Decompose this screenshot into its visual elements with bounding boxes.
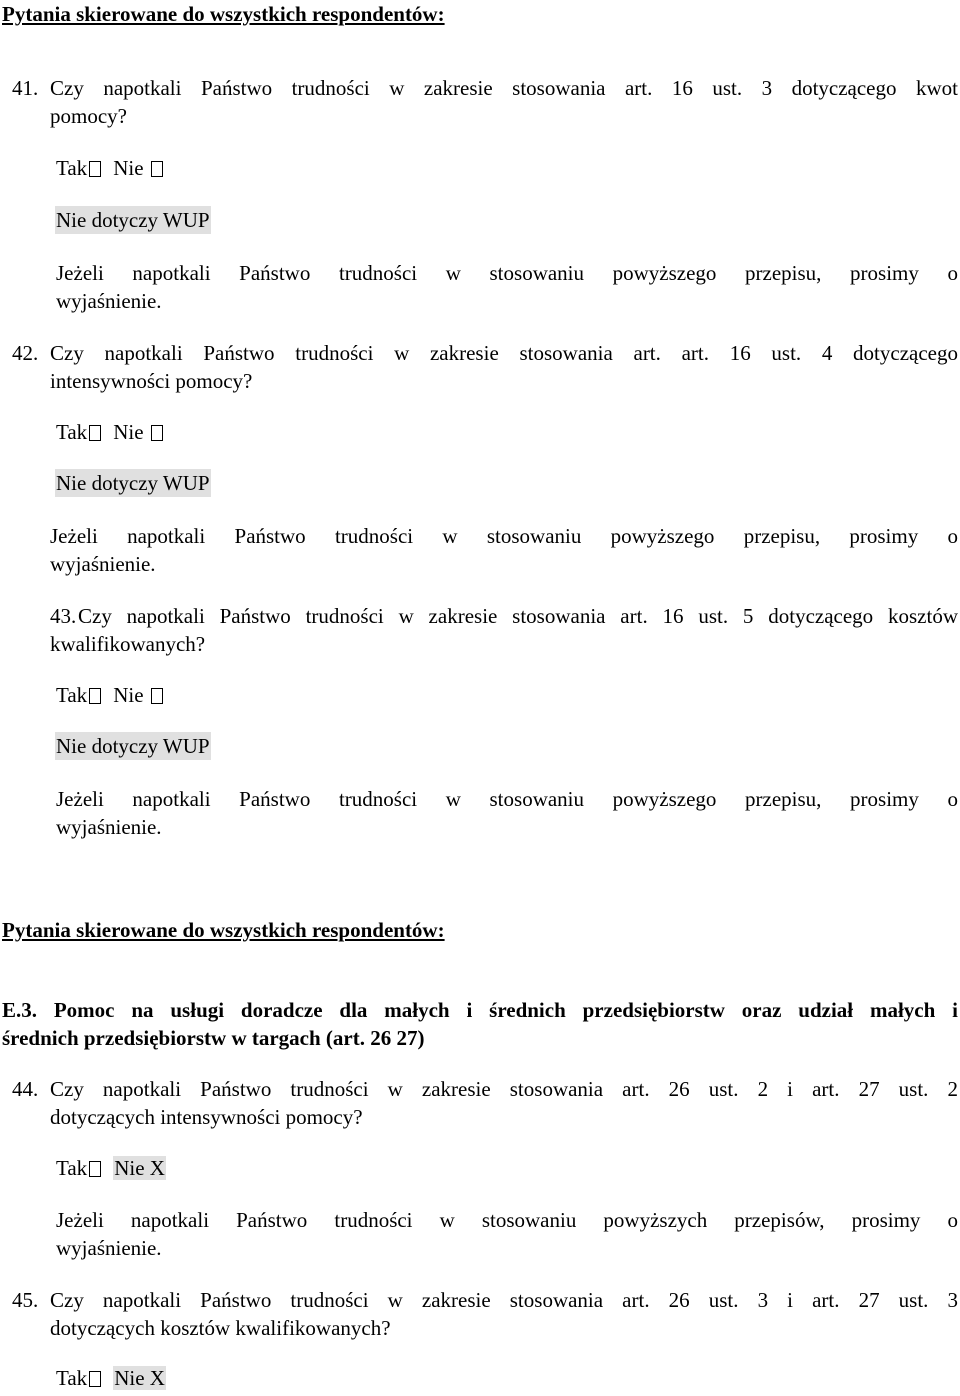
checkbox-nie-43[interactable] xyxy=(151,688,163,704)
explain-43-line2: wyjaśnienie. xyxy=(56,815,162,839)
section-heading: Pytania skierowane do wszystkich respondentów: xyxy=(2,2,445,26)
checkbox-nie-41[interactable] xyxy=(151,161,163,177)
option-tak-label: Tak xyxy=(56,1156,88,1180)
answer-options-41 xyxy=(56,154,165,182)
option-not-applicable-42[interactable]: Nie dotyczy WUP xyxy=(56,471,210,495)
question-42-text-line2: intensywności pomocy? xyxy=(50,369,253,393)
option-tak-label: Tak xyxy=(56,156,88,180)
question-number-42: 42. xyxy=(12,341,39,365)
option-nie-label: Nie xyxy=(113,420,144,444)
section-heading-2: Pytania skierowane do wszystkich respondentów: xyxy=(2,918,445,942)
option-tak-label: Tak xyxy=(56,683,88,707)
checkbox-tak-45[interactable] xyxy=(89,1371,101,1387)
checkbox-tak-44[interactable] xyxy=(89,1161,101,1177)
answer-options-44 xyxy=(56,1154,166,1182)
answer-options-42 xyxy=(56,418,165,446)
explain-43-line1: Jeżeli napotkali Państwo trudności w stosowaniu powyższego przepisu, prosimy o xyxy=(56,787,958,811)
explain-41-line2: wyjaśnienie. xyxy=(56,289,162,313)
option-nie-checked-44[interactable]: Nie X xyxy=(114,1156,165,1180)
section-e3-title-line2: średnich przedsiębiorstw w targach (art. 26 27) xyxy=(2,1026,425,1050)
checkbox-tak-41[interactable] xyxy=(89,161,101,177)
option-tak-label: Tak xyxy=(56,1366,88,1390)
question-44-text-line2: dotyczących intensywności pomocy? xyxy=(50,1105,363,1129)
answer-options-43 xyxy=(56,681,165,709)
question-45-text-line2: dotyczących kosztów kwalifikowanych? xyxy=(50,1316,391,1340)
question-41-text-line1: Czy napotkali Państwo trudności w zakresie stosowania art. 16 ust. 3 dotyczącego kwot xyxy=(50,76,958,100)
checkbox-tak-42[interactable] xyxy=(89,425,101,441)
question-43-text-line1: Czy napotkali Państwo trudności w zakresie stosowania art. 16 ust. 5 dotyczącego kosztów xyxy=(78,604,958,628)
checkbox-nie-42[interactable] xyxy=(151,425,163,441)
question-42-text-line1: Czy napotkali Państwo trudności w zakresie stosowania art. art. 16 ust. 4 dotyczącego xyxy=(50,341,958,365)
option-not-applicable-41[interactable]: Nie dotyczy WUP xyxy=(56,208,210,232)
option-nie-checked-45[interactable]: Nie X xyxy=(114,1366,165,1390)
explain-44-line1: Jeżeli napotkali Państwo trudności w stosowaniu powyższych przepisów, prosimy o xyxy=(56,1208,958,1232)
question-45-text-line1: Czy napotkali Państwo trudności w zakresie stosowania art. 26 ust. 3 i art. 27 ust. 3 xyxy=(50,1288,958,1312)
explain-44-line2: wyjaśnienie. xyxy=(56,1236,162,1260)
question-number-44: 44. xyxy=(12,1077,39,1101)
question-number-43: 43. xyxy=(50,604,77,628)
question-41-text-line2: pomocy? xyxy=(50,104,127,128)
option-not-applicable-43[interactable]: Nie dotyczy WUP xyxy=(56,734,210,758)
question-44-text-line1: Czy napotkali Państwo trudności w zakresie stosowania art. 26 ust. 2 i art. 27 ust. 2 xyxy=(50,1077,958,1101)
explain-42-line2: wyjaśnienie. xyxy=(50,552,156,576)
checkbox-tak-43[interactable] xyxy=(89,688,101,704)
option-nie-label: Nie xyxy=(113,156,144,180)
section-e3-title-line1: E.3. Pomoc na usługi doradcze dla małych i średnich przedsiębiorstw oraz udział małych i xyxy=(2,998,958,1022)
answer-options-45 xyxy=(56,1364,166,1392)
question-number-45: 45. xyxy=(12,1288,39,1312)
option-nie-label: Nie xyxy=(113,683,144,707)
explain-41-line1: Jeżeli napotkali Państwo trudności w stosowaniu powyższego przepisu, prosimy o xyxy=(56,261,958,285)
explain-42-line1: Jeżeli napotkali Państwo trudności w stosowaniu powyższego przepisu, prosimy o xyxy=(50,524,958,548)
question-43-text-line2: kwalifikowanych? xyxy=(50,632,206,656)
question-number-41: 41. xyxy=(12,76,39,100)
option-tak-label: Tak xyxy=(56,420,88,444)
